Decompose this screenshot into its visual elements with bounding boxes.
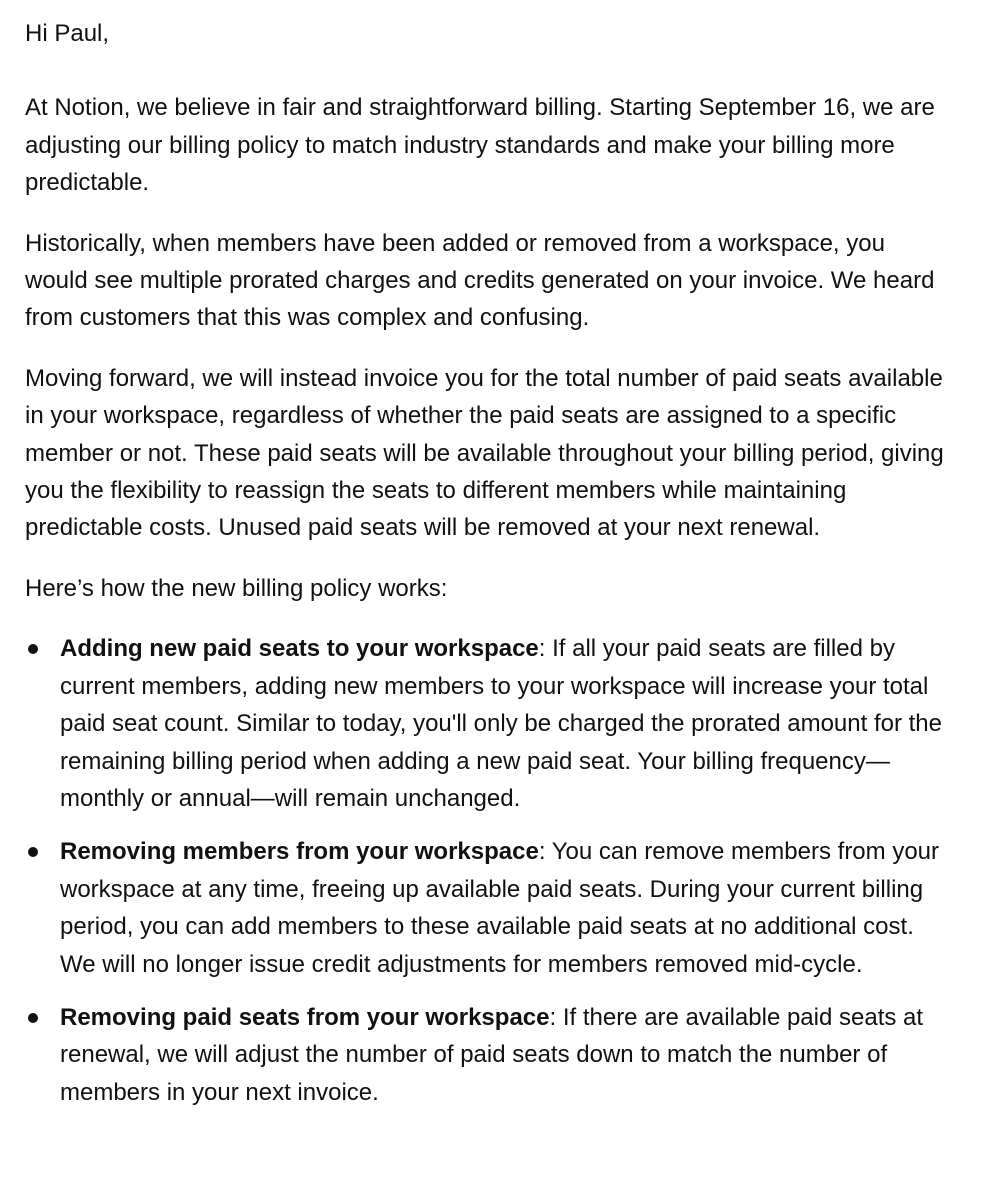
bullet-dot-icon: [28, 847, 38, 857]
bullet-dot-icon: [28, 1013, 38, 1023]
policy-intro-paragraph: Here’s how the new billing policy works:: [25, 574, 448, 602]
policy-bullet-list: [25, 630, 945, 1111]
history-paragraph: Historically, when members have been added or removed from a workspace, you would see multiple prorated charges and credits generated on your invoice. We heard from customers that this was complex and confusing.: [25, 229, 935, 332]
bullet-text: : If there are available paid seats at renewal, we will adjust the number of paid seats down to match the number of members in your next invoice.: [60, 1003, 924, 1106]
email-greeting: Hi Paul,: [25, 20, 110, 47]
bullet-adding-seats: [25, 630, 945, 817]
moving-forward-paragraph: Moving forward, we will instead invoice you for the total number of paid seats available in your workspace, regardless of whether the paid seats are assigned to a specific member or not. These paid seats will be available throughout your billing period, giving you the flexibility to reassign the seats to different members while maintaining predictable costs. Unused paid seats will be removed at your next renewal.: [25, 364, 944, 542]
bullet-removing-seats: [25, 999, 945, 1111]
bullet-text: : If all your paid seats are filled by current members, adding new members to your workspace will increase your total paid seat count. Similar to today, you'll only be charged the prorated amount for the remaining billing period when adding a new paid seat. Your billing frequency—monthly or annual—will remain unchanged.: [60, 635, 942, 812]
bullet-title: Removing paid seats from your workspace: [60, 1003, 550, 1031]
bullet-dot-icon: [28, 644, 38, 654]
bullet-title: Adding new paid seats to your workspace: [60, 635, 539, 663]
bullet-title: Removing members from your workspace: [60, 838, 539, 866]
bullet-removing-members: [25, 833, 945, 983]
bullet-text: : You can remove members from your workspace at any time, freeing up available paid seats. During your current billing period, you can add members to these available paid seats at no additional cost. We will no longer issue credit adjustments for members removed mid-cycle.: [60, 838, 939, 978]
intro-paragraph: At Notion, we believe in fair and straightforward billing. Starting September 16, we are adjusting our billing policy to match industry standards and make your billing more predictable.: [25, 94, 935, 197]
